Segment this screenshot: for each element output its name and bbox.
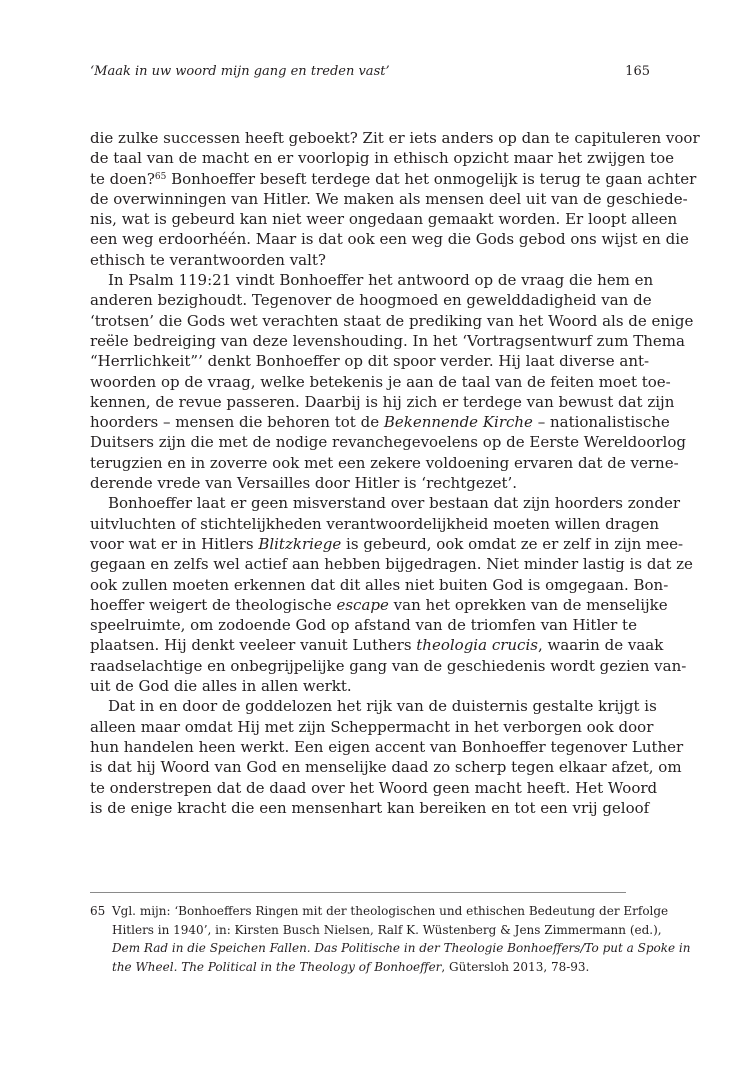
text-line: plaatsen. Hij denkt veeleer vanuit Luthers theologia crucis, waarin de vaak (90, 636, 664, 655)
text-line: woorden op de vraag, welke betekenis je aan de taal van de feiten moet toe- (90, 372, 671, 391)
page-number: 165 (625, 64, 650, 79)
footnote-text (112, 902, 691, 976)
body-text (90, 128, 700, 818)
text-line: Dat in en door de goddelozen het rijk van de duisternis gestalte krijgt is (108, 697, 657, 716)
text-line: uit de God die alles in allen werkt. (90, 677, 352, 696)
text-line: is de enige kracht die een mensenhart kan bereiken en tot een vrij geloof (90, 798, 650, 817)
text-line: ‘trotsen’ die Gods wet verachten staat de prediking van het Woord als de enige (90, 311, 694, 330)
text-line: de taal van de macht en er voorlopig in ethisch opzicht maar het zwijgen toe (90, 149, 674, 168)
text-line: de overwinningen van Hitler. We maken als mensen deel uit van de geschiede- (90, 189, 688, 208)
footnote-separator (90, 892, 626, 893)
footnote-line: Dem Rad in die Speichen Fallen. Das Politische in der Theologie Bonhoeffers/To put a Spoke in (112, 941, 691, 955)
footnote-reference[interactable]: 65 (154, 171, 167, 182)
text-line: speelruimte, om zodoende God op afstand van de triomfen van Hitler te (90, 616, 637, 635)
text-line: uitvluchten of stichtelijkheden verantwoordelijkheid moeten willen dragen (90, 514, 660, 533)
text-line: voor wat er in Hitlers Blitzkriege is gebeurd, ook omdat ze er zelf in zijn mee- (90, 534, 684, 553)
running-title: ‘Maak in uw woord mijn gang en treden vast’ (90, 64, 390, 79)
text-line: gegaan en zelfs wel actief aan hebben bijgedragen. Niet minder lastig is dat ze (90, 555, 693, 574)
text-line: terugzien en in zoverre ook met een zekere voldoening ervaren dat de verne- (90, 453, 679, 472)
text-line: hoorders – mensen die behoren tot de Bekennende Kirche – nationalistische (90, 413, 670, 432)
text-line: Duitsers zijn die met de nodige revanchegevoelens op de Eerste Wereldoorlog (90, 433, 686, 452)
footnote-number: 65 (90, 904, 106, 918)
text-line: reële bedreiging van deze levenshouding. In het ‘Vortragsentwurf zum Thema (90, 331, 685, 350)
text-line: is dat hij Woord van God en menselijke daad zo scherp tegen elkaar afzet, om (90, 758, 682, 777)
text-line: derende vrede van Versailles door Hitler is ‘rechtgezet’. (90, 474, 518, 493)
text-line: “Herrlichkeit”’ denkt Bonhoeffer op dit spoor verder. Hij laat diverse ant- (90, 352, 650, 371)
text-line: Bonhoeffer laat er geen misverstand over bestaan dat zijn hoorders zonder (108, 494, 680, 513)
text-line: te onderstrepen dat de daad over het Woord geen macht heeft. Het Woord (90, 778, 658, 797)
text-line: raadselachtige en onbegrijpelijke gang van de geschiedenis wordt gezien van- (90, 656, 687, 675)
text-line: kennen, de revue passeren. Daarbij is hij zich er terdege van bewust dat zijn (90, 392, 675, 411)
text-line: nis, wat is gebeurd kan niet weer ongedaan gemaakt worden. Er loopt alleen (90, 210, 678, 229)
text-line: hun handelen heen werkt. Een eigen accent van Bonhoeffer tegenover Luther (90, 737, 684, 756)
footnote-line: Vgl. mijn: ‘Bonhoeffers Ringen mit der theologischen und ethischen Bedeutung der Erfolge (112, 904, 669, 918)
text-line: ethisch te verantwoorden valt? (90, 250, 326, 269)
text-line: anderen bezighoudt. Tegenover de hoogmoed en gewelddadigheid van de (90, 291, 652, 310)
text-line: alleen maar omdat Hij met zijn Scheppermacht in het verborgen ook door (90, 717, 654, 736)
text-line: ook zullen moeten erkennen dat dit alles niet buiten God is omgegaan. Bon- (90, 575, 669, 594)
footnote-line: Hitlers in 1940’, in: Kirsten Busch Nielsen, Ralf K. Wüstenberg & Jens Zimmermann (ed.), (112, 922, 662, 937)
text-line: een weg erdoorhéén. Maar is dat ook een weg die Gods gebod ons wijst en die (90, 230, 689, 249)
text-line: In Psalm 119:21 vindt Bonhoeffer het antwoord op de vraag die hem en (108, 271, 654, 290)
text-line: te doen?$^{65}$ Bonhoeffer beseft terdege dat het onmogelijk is terug te gaan achter (90, 169, 697, 188)
text-line: die zulke successen heeft geboekt? Zit er iets anders op dan te capituleren voor (90, 129, 700, 147)
text-line: hoeffer weigert de theologische escape van het oprekken van de menselijke (90, 595, 668, 614)
footnote-line: the Wheel. The Political in the Theology of Bonhoeffer, Gütersloh 2013, 78-93. (112, 959, 590, 974)
